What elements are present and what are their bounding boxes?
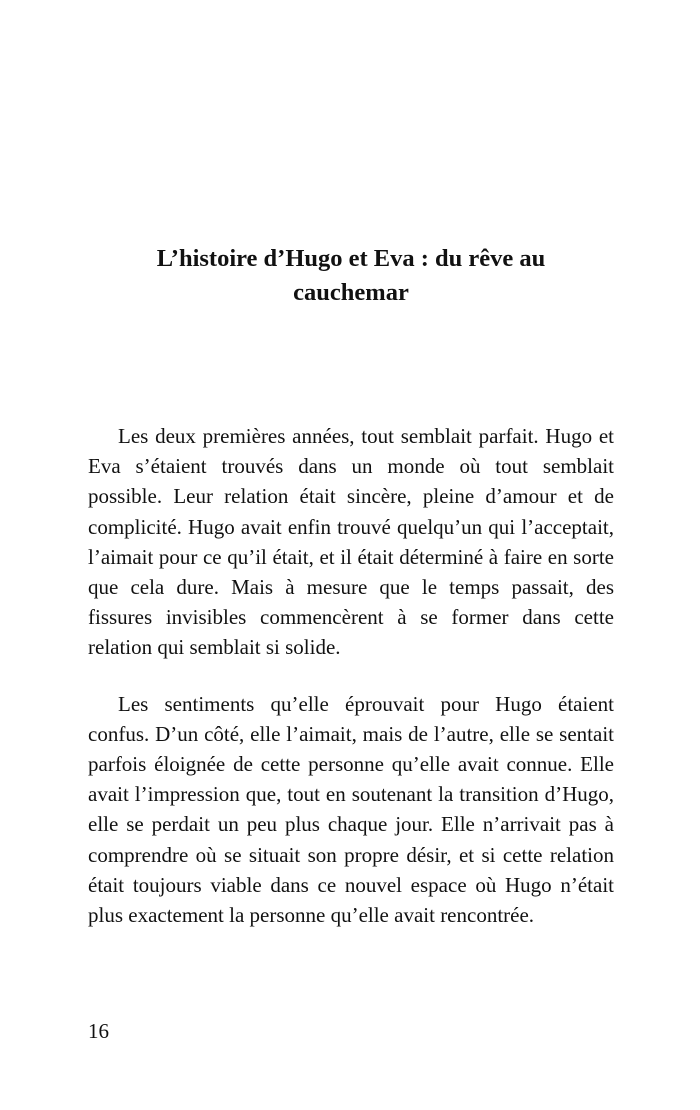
chapter-title-line-2: cauchemar <box>293 279 409 306</box>
paragraph-1: Les deux premières années, tout semblait parfait. Hugo et Eva s’étaient trouvés dans un monde où tout semblait possible. Leur relation était sincère, pleine d’amour et de complicité. Hugo avait enfin trouvé quelqu’un qui l’acceptait, l’aimait pour ce qu’il était, et il était déterminé à faire en sorte que cela dure. Mais à mesure que le temps passait, des fissures invisibles commencèrent à se former dans cette relation qui semblait si solide. <box>88 424 614 660</box>
chapter-title-line-1: L’histoire d’Hugo et Eva : du rêve au <box>156 245 546 272</box>
chapter-title <box>88 242 614 310</box>
paragraph-2: Les sentiments qu’elle éprouvait pour Hugo étaient confus. D’un côté, elle l’aimait, mais de l’autre, elle se sentait parfois éloignée de cette personne qu’elle avait connue. Elle avait l’impression que, tout en soutenant la transition d’Hugo, elle se perdait un peu plus chaque jour. Elle n’arrivait pas à comprendre où se situait son propre désir, et si cette relation était toujours viable dans ce nouvel espace où Hugo n’était plus exactement la personne qu’elle avait rencontrée. <box>88 691 614 928</box>
page-number: 16 <box>88 1019 109 1043</box>
body-text <box>88 421 614 956</box>
